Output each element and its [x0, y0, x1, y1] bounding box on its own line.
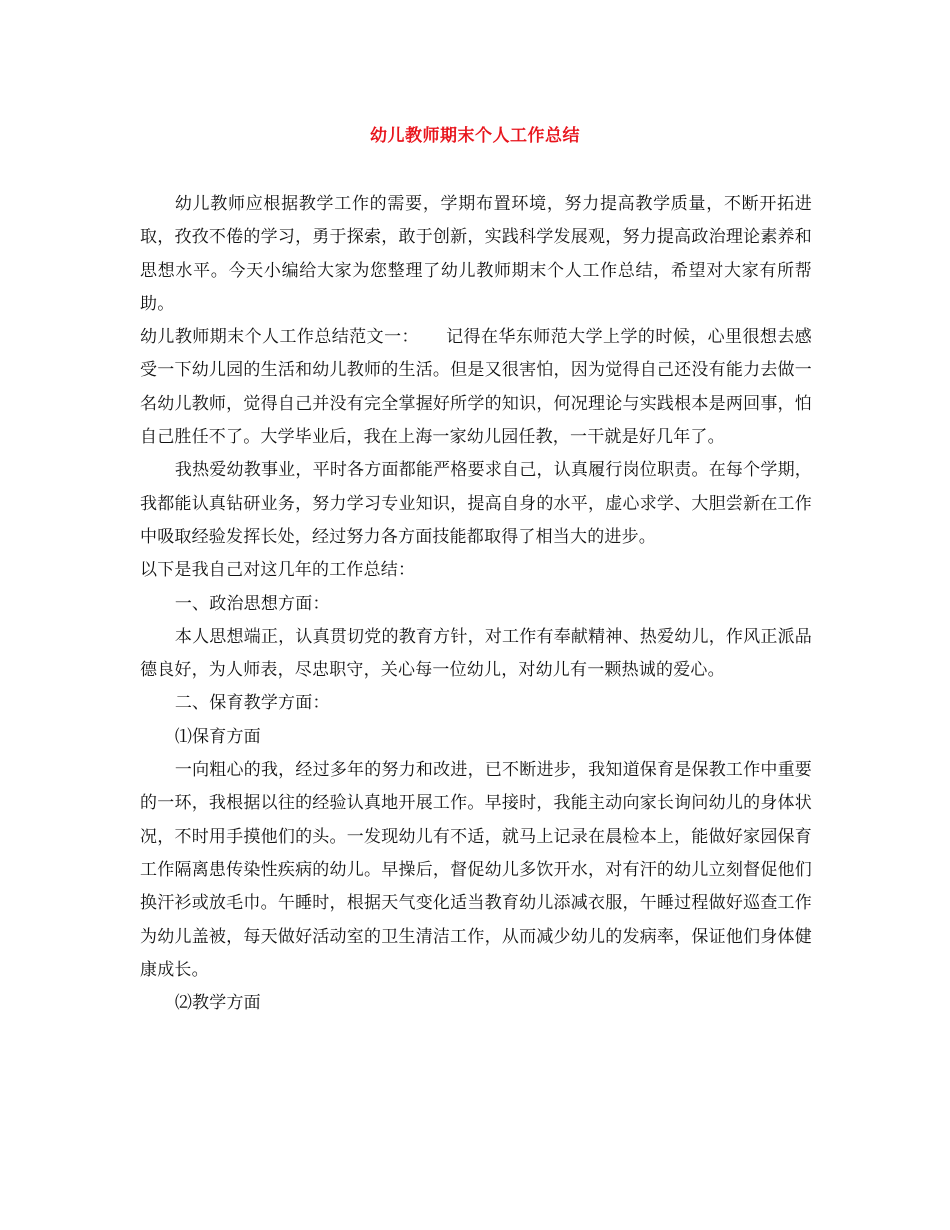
care-paragraph: 一向粗心的我，经过多年的努力和改进，已不断进步，我知道保育是保教工作中重要的一环，我根据以往的经验认真地开展工作。早接时，我能主动向家长询问幼儿的身体状况，不时用手摸他们的头。一发现幼儿有不适，就马上记录在晨检本上，能做好家园保育工作隔离患传染性疾病的幼儿。早操后，督促幼儿多饮开水，对有汗的幼儿立刻督促他们换汗衫或放毛巾。午睡时，根据天气变化适当教育幼儿添减衣服，午睡过程做好巡查工作为幼儿盖被，每天做好活动室的卫生清洁工作，从而减少幼儿的发病率，保证他们身体健康成长。	[140, 760, 812, 980]
intro-paragraph: 幼儿教师应根据教学工作的需要，学期布置环境，努力提高教学质量，不断开拓进取，孜孜不倦的学习，勇于探索，敢于创新，实践科学发展观，努力提高政治理论素养和思想水平。今天小编给大家为您整理了幼儿教师期末个人工作总结，希望对大家有所帮助。	[140, 194, 812, 314]
sample-paragraph	[140, 321, 812, 454]
heading-care: ⑴保育方面	[174, 726, 261, 747]
career-paragraph: 我热爱幼教事业，平时各方面都能严格要求自己，认真履行岗位职责。在每个学期，我都能认真钻研业务，努力学习专业知识，提高自身的水平，虚心求学、大胆尝新在工作中吸取经验发挥长处，经过努力各方面技能都取得了相当大的进步。	[140, 460, 812, 547]
heading-teaching: 二、保育教学方面：	[174, 693, 330, 714]
document-title: 幼儿教师期末个人工作总结	[370, 126, 580, 146]
sample-label: 幼儿教师期末个人工作总结范文一：	[140, 327, 419, 348]
sample-text: 记得在华东师范大学上学的时候，心里很想去感受一下幼儿园的生活和幼儿教师的生活。但是又很害怕，因为觉得自己还没有能力去做一名幼儿教师，觉得自己并没有完全掌握好所学的知识，何况理论与实践根本是两回事，怕自己胜任不了。大学毕业后，我在上海一家幼儿园任教，一干就是好几年了。	[140, 327, 812, 448]
politics-paragraph: 本人思想端正，认真贯切党的教育方针，对工作有奉献精神、热爱幼儿，作风正派品德良好，为人师表，尽忠职守，关心每一位幼儿，对幼儿有一颗热诚的爱心。	[140, 626, 812, 681]
heading-politics: 一、政治思想方面：	[174, 593, 330, 614]
heading-instruction: ⑵教学方面	[174, 993, 261, 1014]
summary-intro: 以下是我自己对这几年的工作总结：	[140, 560, 416, 581]
document-body	[140, 188, 812, 1020]
